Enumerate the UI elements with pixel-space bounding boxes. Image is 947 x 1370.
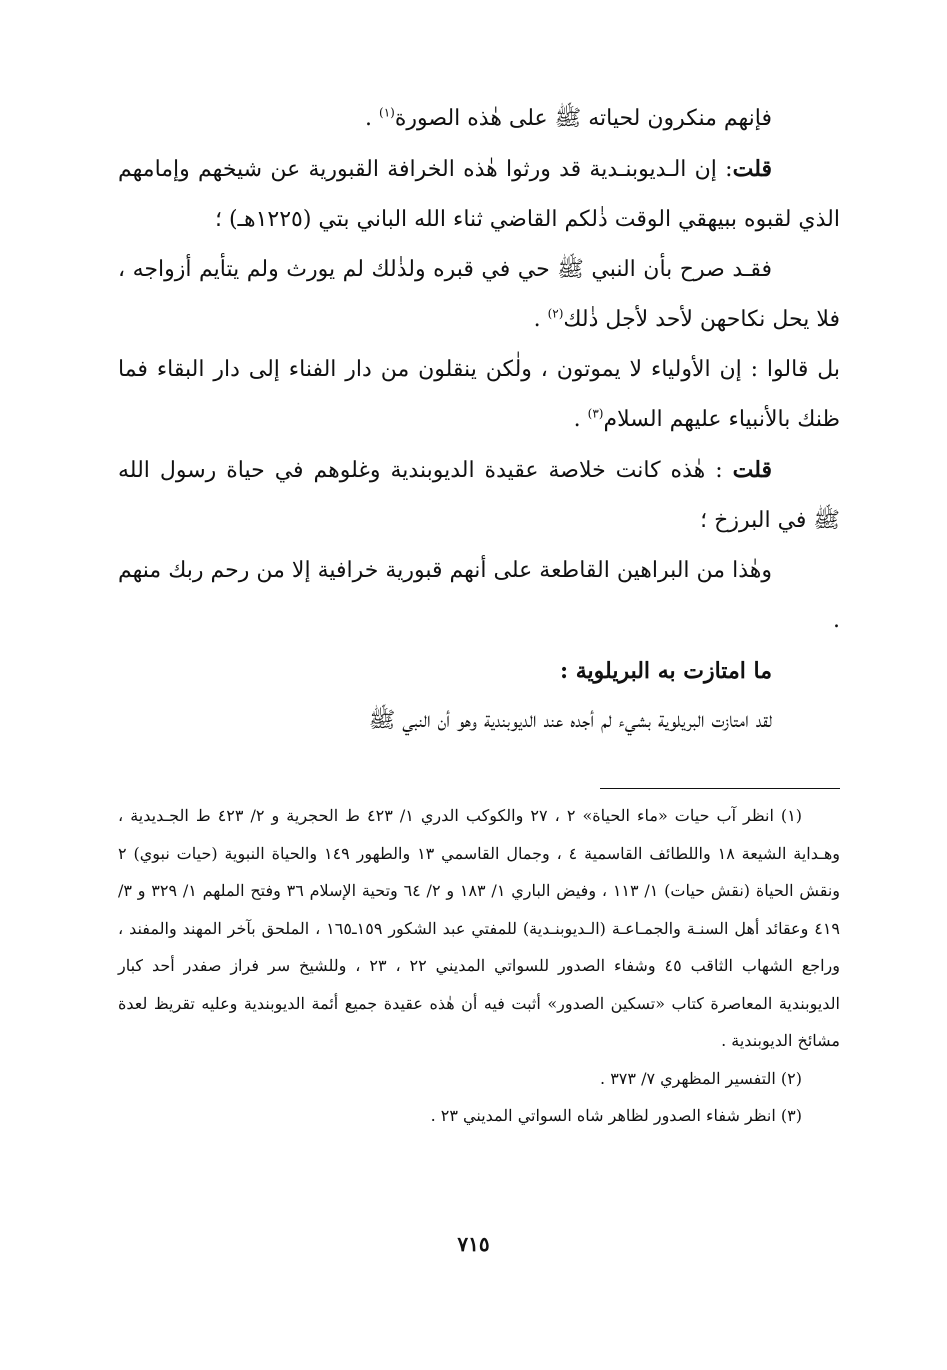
footnote-ref[interactable]: (٣) [587,406,604,421]
page-number: ٧١٥ [457,1232,490,1256]
paragraph: لقد امتازت البريلوية بشيء لم أجده عند الديوبندية وهو أن النبي ﷺ [368,708,772,733]
footnote-divider [600,788,840,789]
paragraph: قلت: إن الـديوبنـدية قد ورثوا هٰذه الخرافة القبورية عن شيخهم وإمامهم الذي لقبوه ببيهقي الوقت ذٰلكم القاضي ثناء الله الباني بتي (١٢٢٥هـ) ؛ [118,156,840,232]
paragraph: فقـد صرح بأن النبي ﷺ حي في قبره ولذٰلك لم يورث ولم يتأيم أزواجه ، فلا يحل نكاحهن لأحد لأجل ذٰلك$^{(٢)}$ . [118,257,840,332]
paragraph: فإنهم منكرون لحياته ﷺ على هٰذه الصورة$^{(١)}$ . [365,105,772,131]
footnote: (٣) انظر شفاء الصدور لظاهر شاه السواتي المديني ٢٣ . [430,1106,802,1125]
main-text [118,94,840,746]
paragraph: وهٰذا من البراهين القاطعة على أنهم قبورية خرافية إلا من رحم ربك منهم . [118,558,840,633]
footnote-ref[interactable]: (٢) [547,306,564,321]
paragraph: بل قالوا : إن الأولياء لا يموتون ، ولٰكن ينقلون من دار الفناء إلى دار البقاء فما ظنك بالأنبياء عليهم السلام$^{(٣)}$ . [118,357,840,432]
footnote: (٢) التفسير المظهري ٧/ ٣٧٣ . [600,1068,802,1088]
footnotes [118,797,840,1135]
footnote-ref[interactable]: (١) [379,105,395,120]
paragraph: قلت : هٰذه كانت خلاصة عقيدة الديوبندية وغلوهم في حياة رسول الله ﷺ في البرزخ ؛ [118,457,840,533]
lead-word: قلت [732,156,772,182]
section-heading: ما امتازت به البريلوية : [559,658,772,684]
lead-word: قلت [732,457,772,483]
footnote: (١) انظر آب حيات «ماء الحياة» ٢ ، ٢٧ والكوكب الدري ١/ ٤٢٣ ط الحجرية و ٢/ ٤٢٣ ط الجـديدية ، وهـداية الشيعة ١٨ واللطائف القاسمية ٤ ، وجمال القاسمي ١٣ والطهور ١٤٩ والحياة النبوية (حيات نبوي) ٢ ونقش الحياة (نقش حيات) ١/ ١١٣ ، وفيض الباري ١/ ١٨٣ و ٢/ ٦٤ وتحية الإسلام ٣٦ وفتح الملهم ١/ ٣٢٩ و ٣/ ٤١٩ وعقائد أهل السنـة والجمـاعـة (الـديوبنـدية) للمفتي عبد الشكور ١٥٩ـ١٦٥ ، الملحق بآخر المهند والمفند ، وراجع الشهاب الثاقب ٤٥ وشفاء الصدور للسواتي المديني ٢٢ ، ٢٣ ، وللشيخ سر فراز صفدر أحد كبار الديوبندية المعاصرة كتاب «تسكين الصدور» أثبت فيه أن هٰذه عقيدة جميع أئمة الديوبندية وعليه تقريظ لعدة مشائخ الديوبندية . [118,806,841,1050]
